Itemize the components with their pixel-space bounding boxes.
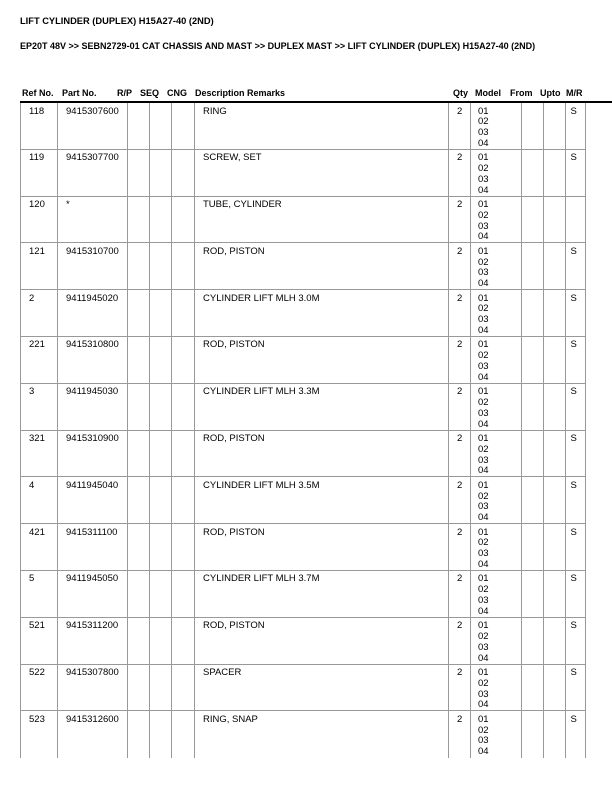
cell-part-no: * [57, 197, 127, 243]
cell-cng [171, 618, 194, 664]
cell-qty: 2 [448, 243, 470, 289]
table-header-row [20, 80, 612, 103]
cell-from [521, 150, 543, 196]
cell-qty: 2 [448, 150, 470, 196]
cell-model [470, 243, 521, 289]
model-code: 02 [478, 631, 489, 643]
model-code: 01 [478, 479, 489, 491]
cell-qty: 2 [448, 431, 470, 477]
cell-cng [171, 290, 194, 336]
cell-description: CYLINDER LIFT MLH 3.5M [194, 477, 448, 523]
model-code: 04 [478, 652, 489, 664]
cell-ref-no: 118 [20, 103, 57, 149]
model-code: 01 [478, 433, 489, 445]
cell-qty: 2 [448, 524, 470, 570]
cell-description: RING [194, 103, 448, 149]
table-row [20, 384, 586, 431]
cell-description: ROD, PISTON [194, 431, 448, 477]
model-code: 04 [478, 746, 489, 758]
model-code: 02 [478, 303, 489, 315]
cell-seq [149, 337, 171, 383]
cell-part-no: 9415307700 [57, 150, 127, 196]
cell-upto [543, 290, 565, 336]
cell-seq [149, 384, 171, 430]
model-code: 04 [478, 418, 489, 430]
cell-seq [149, 431, 171, 477]
cell-seq [149, 665, 171, 711]
cell-mr: S [565, 477, 587, 523]
column-header-rp: R/P [117, 88, 133, 98]
cell-model [470, 711, 521, 758]
model-code: 04 [478, 371, 489, 383]
cell-qty: 2 [448, 290, 470, 336]
cell-rp [127, 150, 150, 196]
model-code: 03 [478, 407, 489, 419]
cell-part-no: 9415307600 [57, 103, 127, 149]
cell-rp [127, 431, 150, 477]
cell-upto [543, 337, 565, 383]
model-code: 01 [478, 245, 489, 257]
cell-description: ROD, PISTON [194, 618, 448, 664]
cell-upto [543, 384, 565, 430]
cell-ref-no: 523 [20, 711, 57, 758]
table-row [20, 431, 586, 478]
table-row [20, 150, 586, 197]
cell-part-no: 9411945020 [57, 290, 127, 336]
model-code: 01 [478, 199, 489, 211]
model-code: 03 [478, 641, 489, 653]
model-code: 03 [478, 454, 489, 466]
cell-from [521, 431, 543, 477]
model-code: 04 [478, 512, 489, 524]
cell-part-no: 9415310900 [57, 431, 127, 477]
model-code: 02 [478, 116, 489, 128]
cell-rp [127, 524, 150, 570]
cell-description: ROD, PISTON [194, 337, 448, 383]
table-row [20, 524, 586, 571]
cell-mr: S [565, 618, 587, 664]
table-row [20, 571, 586, 618]
model-code: 02 [478, 537, 489, 549]
cell-rp [127, 711, 150, 758]
model-code: 04 [478, 559, 489, 570]
cell-part-no: 9415311100 [57, 524, 127, 570]
cell-cng [171, 384, 194, 430]
cell-model [470, 665, 521, 711]
cell-seq [149, 103, 171, 149]
column-header-description: Description Remarks [195, 88, 286, 98]
table-row [20, 477, 586, 524]
cell-upto [543, 524, 565, 570]
model-code: 02 [478, 490, 489, 502]
cell-rp [127, 618, 150, 664]
cell-description: ROD, PISTON [194, 524, 448, 570]
column-header-upto: Upto [540, 88, 561, 98]
model-code: 01 [478, 620, 489, 632]
model-code: 03 [478, 688, 489, 700]
table-row [20, 711, 586, 758]
cell-cng [171, 431, 194, 477]
cell-description: CYLINDER LIFT MLH 3.0M [194, 290, 448, 336]
cell-qty: 2 [448, 337, 470, 383]
cell-from [521, 571, 543, 617]
table-row [20, 243, 586, 290]
cell-qty: 2 [448, 197, 470, 243]
model-code: 02 [478, 209, 489, 221]
cell-cng [171, 571, 194, 617]
model-code: 02 [478, 584, 489, 596]
model-code: 02 [478, 397, 489, 409]
cell-cng [171, 477, 194, 523]
table-row [20, 197, 586, 244]
cell-ref-no: 522 [20, 665, 57, 711]
model-code: 02 [478, 724, 489, 736]
model-code: 02 [478, 677, 489, 689]
cell-model [470, 103, 521, 149]
cell-upto [543, 431, 565, 477]
cell-description: SCREW, SET [194, 150, 448, 196]
cell-ref-no: 121 [20, 243, 57, 289]
model-code: 01 [478, 292, 489, 304]
model-code: 02 [478, 350, 489, 362]
cell-rp [127, 290, 150, 336]
cell-ref-no: 3 [20, 384, 57, 430]
cell-cng [171, 711, 194, 758]
cell-from [521, 477, 543, 523]
cell-upto [543, 665, 565, 711]
cell-description: CYLINDER LIFT MLH 3.7M [194, 571, 448, 617]
model-code: 03 [478, 173, 489, 185]
cell-part-no: 9411945040 [57, 477, 127, 523]
column-header-ref-no: Ref No. [22, 88, 54, 98]
model-code: 04 [478, 278, 489, 290]
model-code: 02 [478, 443, 489, 455]
cell-mr: S [565, 431, 587, 477]
column-header-mr: M/R [566, 88, 583, 98]
column-header-qty: Qty [453, 88, 469, 98]
column-header-seq: SEQ [140, 88, 160, 98]
cell-from [521, 384, 543, 430]
cell-cng [171, 197, 194, 243]
cell-seq [149, 711, 171, 758]
cell-ref-no: 221 [20, 337, 57, 383]
model-code: 04 [478, 325, 489, 336]
cell-rp [127, 665, 150, 711]
cell-ref-no: 421 [20, 524, 57, 570]
cell-part-no: 9415312600 [57, 711, 127, 758]
model-code: 04 [478, 184, 489, 196]
column-header-from: From [510, 88, 533, 98]
cell-from [521, 197, 543, 243]
cell-ref-no: 321 [20, 431, 57, 477]
model-code: 01 [478, 713, 489, 725]
cell-mr: S [565, 290, 587, 336]
cell-mr: S [565, 711, 587, 758]
cell-part-no: 9411945050 [57, 571, 127, 617]
cell-seq [149, 150, 171, 196]
cell-rp [127, 477, 150, 523]
cell-model [470, 290, 521, 336]
cell-model [470, 524, 521, 570]
model-code: 03 [478, 595, 489, 607]
cell-model [470, 384, 521, 430]
model-code: 03 [478, 361, 489, 373]
cell-qty: 2 [448, 618, 470, 664]
cell-mr: S [565, 665, 587, 711]
cell-qty: 2 [448, 384, 470, 430]
model-code: 02 [478, 256, 489, 268]
cell-description: CYLINDER LIFT MLH 3.3M [194, 384, 448, 430]
cell-qty: 2 [448, 477, 470, 523]
cell-model [470, 477, 521, 523]
cell-cng [171, 665, 194, 711]
cell-mr [565, 197, 587, 243]
cell-seq [149, 197, 171, 243]
model-code: 03 [478, 548, 489, 560]
cell-ref-no: 2 [20, 290, 57, 336]
model-code: 01 [478, 339, 489, 351]
table-row [20, 665, 586, 712]
page-title: LIFT CYLINDER (DUPLEX) H15A27-40 (2ND) [20, 16, 214, 26]
cell-qty: 2 [448, 103, 470, 149]
cell-upto [543, 571, 565, 617]
column-header-part-no: Part No. [62, 88, 97, 98]
cell-mr: S [565, 243, 587, 289]
cell-ref-no: 5 [20, 571, 57, 617]
cell-part-no: 9415311200 [57, 618, 127, 664]
cell-cng [171, 337, 194, 383]
cell-cng [171, 243, 194, 289]
cell-part-no: 9415307800 [57, 665, 127, 711]
model-code: 03 [478, 735, 489, 747]
model-code: 03 [478, 267, 489, 279]
cell-rp [127, 103, 150, 149]
cell-part-no: 9415310700 [57, 243, 127, 289]
cell-upto [543, 711, 565, 758]
model-code: 01 [478, 573, 489, 585]
model-code: 03 [478, 220, 489, 232]
cell-seq [149, 618, 171, 664]
cell-model [470, 197, 521, 243]
cell-upto [543, 150, 565, 196]
cell-upto [543, 197, 565, 243]
table-row [20, 337, 586, 384]
cell-seq [149, 524, 171, 570]
cell-qty: 2 [448, 711, 470, 758]
cell-mr: S [565, 337, 587, 383]
cell-description: TUBE, CYLINDER [194, 197, 448, 243]
cell-seq [149, 290, 171, 336]
cell-mr: S [565, 571, 587, 617]
cell-rp [127, 243, 150, 289]
model-code: 02 [478, 163, 489, 175]
cell-model [470, 150, 521, 196]
column-header-cng: CNG [167, 88, 187, 98]
cell-model [470, 571, 521, 617]
cell-qty: 2 [448, 571, 470, 617]
cell-from [521, 524, 543, 570]
cell-from [521, 665, 543, 711]
cell-description: SPACER [194, 665, 448, 711]
cell-description: ROD, PISTON [194, 243, 448, 289]
cell-upto [543, 243, 565, 289]
cell-from [521, 243, 543, 289]
cell-seq [149, 243, 171, 289]
model-code: 01 [478, 386, 489, 398]
model-code: 01 [478, 667, 489, 679]
cell-cng [171, 524, 194, 570]
cell-from [521, 618, 543, 664]
cell-seq [149, 477, 171, 523]
cell-from [521, 103, 543, 149]
cell-cng [171, 150, 194, 196]
cell-cng [171, 103, 194, 149]
cell-part-no: 9415310800 [57, 337, 127, 383]
cell-rp [127, 337, 150, 383]
cell-description: RING, SNAP [194, 711, 448, 758]
table-row [20, 618, 586, 665]
cell-from [521, 290, 543, 336]
cell-mr: S [565, 150, 587, 196]
table-row [20, 103, 586, 150]
model-code: 01 [478, 152, 489, 164]
cell-from [521, 337, 543, 383]
cell-model [470, 431, 521, 477]
cell-ref-no: 120 [20, 197, 57, 243]
cell-model [470, 618, 521, 664]
cell-rp [127, 197, 150, 243]
cell-ref-no: 119 [20, 150, 57, 196]
cell-qty: 2 [448, 665, 470, 711]
cell-rp [127, 571, 150, 617]
cell-part-no: 9411945030 [57, 384, 127, 430]
model-code: 01 [478, 526, 489, 538]
breadcrumb: EP20T 48V >> SEBN2729-01 CAT CHASSIS AND MAST >> DUPLEX MAST >> LIFT CYLINDER (DUPLEX) H15A27-40 (2ND) [20, 41, 536, 51]
cell-upto [543, 477, 565, 523]
cell-upto [543, 618, 565, 664]
cell-mr: S [565, 103, 587, 149]
model-code: 04 [478, 465, 489, 477]
cell-ref-no: 4 [20, 477, 57, 523]
cell-mr: S [565, 384, 587, 430]
cell-mr: S [565, 524, 587, 570]
cell-seq [149, 571, 171, 617]
model-code: 04 [478, 137, 489, 149]
model-code: 04 [478, 231, 489, 243]
cell-ref-no: 521 [20, 618, 57, 664]
model-code: 04 [478, 699, 489, 711]
model-code: 04 [478, 605, 489, 617]
cell-upto [543, 103, 565, 149]
cell-from [521, 711, 543, 758]
model-code: 01 [478, 105, 489, 117]
model-code: 03 [478, 501, 489, 513]
cell-rp [127, 384, 150, 430]
parts-table-body [20, 103, 586, 758]
model-code: 03 [478, 127, 489, 139]
table-row [20, 290, 586, 337]
column-header-model: Model [475, 88, 501, 98]
cell-model [470, 337, 521, 383]
model-code: 03 [478, 314, 489, 326]
